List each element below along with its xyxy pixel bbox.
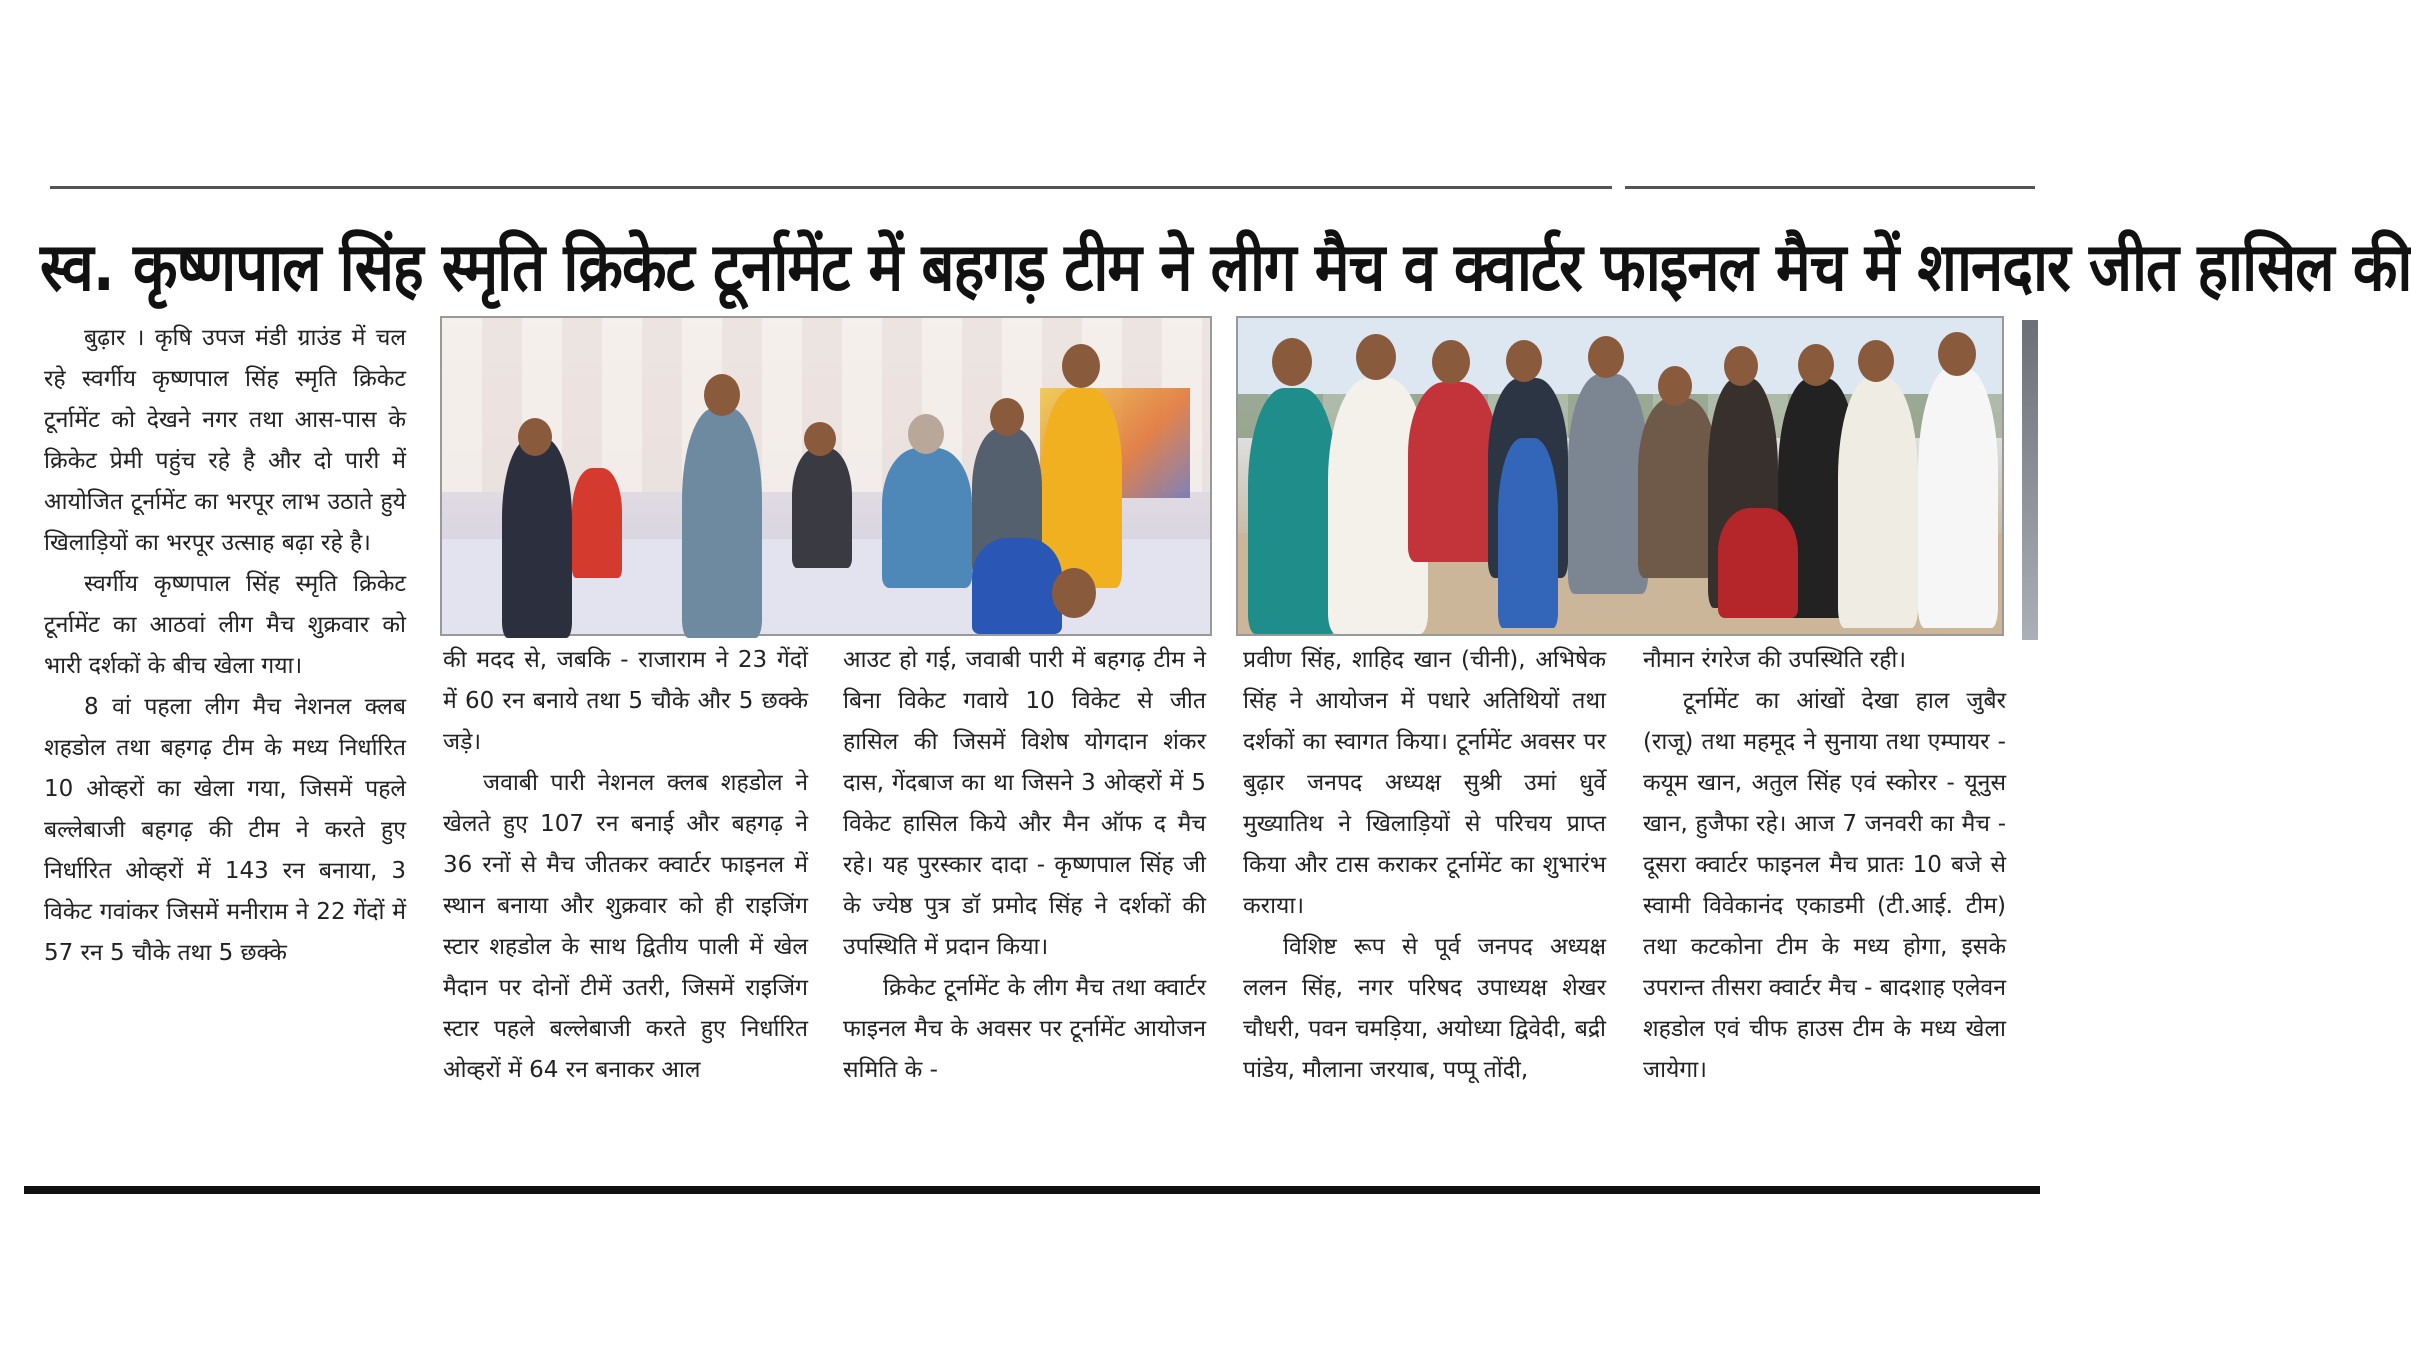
person-head	[1062, 344, 1100, 388]
bottom-rule	[24, 1186, 2040, 1194]
person-head	[908, 414, 944, 454]
headline: स्व. कृष्णपाल सिंह स्मृति क्रिकेट टूर्नामेंट में बहगड़ टीम ने लीग मैच व क्वार्टर फाइनल मैच में शानदार जीत हासिल की	[40, 228, 2411, 307]
person-head	[1938, 332, 1976, 376]
person-head	[804, 422, 836, 456]
person-head	[518, 418, 552, 456]
person-head	[1798, 344, 1834, 386]
person	[1568, 374, 1648, 594]
col2-paragraph-2: जवाबी पारी नेशनल क्लब शहडोल ने खेलते हुए 107 रन बनाई और बहगढ़ ने 36 रनों से मैच जीतकर क्वार्टर फाइनल में स्थान बनाया और शुक्रवार को ही राइजिंग स्टार शहडोल के साथ द्वितीय पाली में खेल मैदान पर दोनों टीमें उतरी, जिसमें राइजिंग स्टार पहले बल्लेबाजी करते हुए निर्धारित ओव्हरों में 64 रन बनाकर आल	[443, 770, 808, 1083]
person	[1408, 382, 1498, 562]
col4-paragraph-1: प्रवीण सिंह, शाहिद खान (चीनी), अभिषेक सिंह ने आयोजन में पधारे अतिथियों तथा दर्शकों का स्वागत किया। टूर्नामेंट अवसर पर बुढ़ार जनपद अध्यक्ष सुश्री उमां धुर्वे मुख्यातिथ ने खिलाड़ियों से परिचय प्राप्त किया और टास कराकर टूर्नामेंट का शुभारंभ कराया।	[1243, 647, 1606, 919]
col1-paragraph-1: बुढ़ार । कृषि उपज मंडी ग्राउंड में चल रहे स्वर्गीय कृष्णपाल सिंह स्मृति क्रिकेट टूर्नामेंट को देखने नगर तथा आस-पास के क्रिकेट प्रेमी पहुंच रहे है और दो पारी में आयोजित टूर्नामेंट का भरपूर लाभ उठाते हुये खिलाड़ियों का भरपूर उत्साह बढ़ा रहे है।	[44, 325, 406, 556]
person	[1498, 438, 1558, 628]
adjacent-photo-edge	[2022, 320, 2038, 640]
col1-paragraph-3: 8 वां पहला लीग मैच नेशनल क्लब शहडोल तथा बहगढ़ टीम के मध्य निर्धारित 10 ओव्हरों का खेला गया, जिसमें पहले बल्लेबाजी बहगढ़ की टीम ने करते हुए निर्धारित ओव्हरों में 143 रन बनाया, 3 विकेट गवांकर जिसमें मनीराम ने 22 गेंदों में 57 रन 5 चौके तथा 5 छक्के	[44, 694, 406, 966]
col1-paragraph-2: स्वर्गीय कृष्णपाल सिंह स्मृति क्रिकेट टूर्नामेंट का आठवां लीग मैच शुक्रवार को भारी दर्शकों के बीच खेला गया।	[44, 571, 406, 679]
article-column-5	[1643, 640, 2006, 1185]
person-head	[1052, 568, 1096, 618]
person-head	[1858, 340, 1894, 382]
adjacent-article-edge	[2020, 200, 2044, 1190]
person	[1248, 388, 1338, 634]
person	[502, 438, 572, 638]
col5-paragraph-1: नौमान रंगरेज की उपस्थिति रही।	[1643, 647, 1907, 673]
article-column-4	[1243, 640, 1606, 1185]
col3-paragraph-1: आउट हो गई, जवाबी पारी में बहगढ़ टीम ने बिना विकेट गवाये 10 विकेट से जीत हासिल की जिसमें विशेष योगदान शंकर दास, गेंदबाज का था जिसने 3 ओव्हरों में 5 विकेट हासिल किये और मैन ऑफ द मैच रहे। यह पुरस्कार दादा - कृष्णपाल सिंह जी के ज्येष्ठ पुत्र डॉ प्रमोद सिंह ने दर्शकों की उपस्थिति में प्रदान किया।	[843, 647, 1206, 960]
col3-paragraph-2: क्रिकेट टूर्नामेंट के लीग मैच तथा क्वार्टर फाइनल मैच के अवसर पर टूर्नामेंट आयोजन समिति के -	[843, 975, 1206, 1083]
top-rule	[50, 186, 1612, 189]
person-head	[704, 374, 740, 416]
top-rule-right	[1625, 186, 2035, 189]
person-head	[1272, 338, 1312, 386]
col2-paragraph-1: की मदद से, जबकि - राजाराम ने 23 गेंदों में 60 रन बनाये तथा 5 चौके और 5 छक्के जड़े।	[443, 647, 808, 755]
person-head	[1432, 340, 1470, 384]
person	[1838, 378, 1918, 628]
person-head	[1506, 340, 1542, 382]
person-head	[990, 398, 1024, 436]
person-head	[1588, 336, 1624, 378]
person	[792, 448, 852, 568]
person	[1638, 398, 1718, 578]
person	[882, 448, 972, 588]
person-head	[1658, 366, 1692, 406]
person-head	[1724, 346, 1758, 386]
article-column-2	[443, 640, 808, 1185]
col4-paragraph-2: विशिष्ट रूप से पूर्व जनपद अध्यक्ष ललन सिंह, नगर परिषद उपाध्यक्ष शेखर चौधरी, पवन चमड़िया, अयोध्या द्विवेदी, बद्री पांडेय, मौलाना जरयाब, पप्पू तोंदी,	[1243, 934, 1606, 1083]
person-head	[1356, 334, 1396, 380]
photo-group-on-ground	[1236, 316, 2004, 636]
photo-prize-presentation	[440, 316, 1212, 636]
article-column-3	[843, 640, 1206, 1185]
article-column-1	[44, 318, 406, 1178]
person	[1718, 508, 1798, 618]
col5-paragraph-2: टूर्नामेंट का आंखों देखा हाल जुबैर (राजू) तथा महमूद ने सुनाया तथा एम्पायर - कयूम खान, अतुल सिंह एवं स्कोरर - यूनुस खान, हुजैफा रहे। आज 7 जनवरी का मैच - दूसरा क्वार्टर फाइनल मैच प्रातः 10 बजे से स्वामी विवेकानंद एकाडमी (टी.आई. टीम) तथा कटकोना टीम के मध्य होगा, इसके उपरान्त तीसरा क्वार्टर मैच - बादशाह एलेवन शहडोल एवं चीफ हाउस टीम के मध्य खेला जायेगा।	[1643, 688, 2006, 1083]
person	[1918, 368, 1998, 628]
person	[572, 468, 622, 578]
person	[682, 408, 762, 638]
person	[972, 538, 1062, 634]
